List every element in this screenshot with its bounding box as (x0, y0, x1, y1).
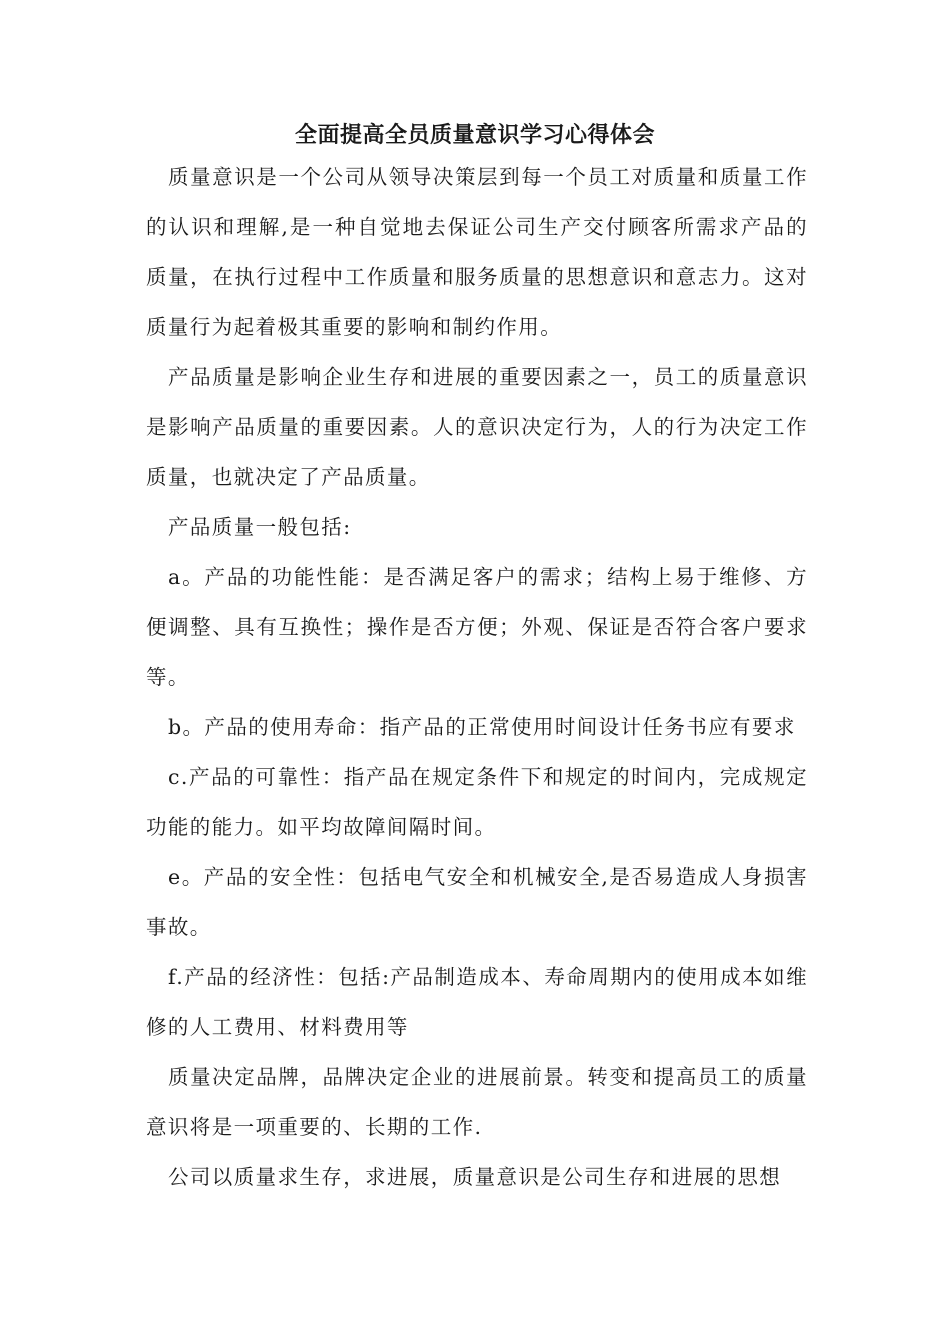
list-item-reliability: c.产品的可靠性：指产品在规定条件下和规定的时间内，完成规定功能的能力。如平均故障间隔时间。 (146, 765, 808, 839)
paragraph-quality-awareness: 质量意识是一个公司从领导决策层到每一个员工对质量和质量工作的认识和理解,是一种自觉地去保证公司生产交付顾客所需求产品的质量，在执行过程中工作质量和服务质量的思想意识和意志力。这对质量行为起着极其重要的影响和制约作用。 (146, 165, 808, 339)
list-item-economy: f.产品的经济性：包括:产品制造成本、寿命周期内的使用成本如维修的人工费用、材料费用等 (146, 965, 808, 1039)
paragraph-quality-includes: 产品质量一般包括: (168, 515, 352, 539)
list-item-service-life: b。产品的使用寿命：指产品的正常使用时间设计任务书应有要求 (168, 715, 796, 739)
document-title: 全面提高全员质量意识学习心得体会 (294, 123, 655, 148)
document-body (146, 152, 808, 1202)
paragraph-quality-brand: 质量决定品牌，品牌决定企业的进展前景。转变和提高员工的质量意识将是一项重要的、长期的工作. (146, 1065, 808, 1139)
paragraph-company-survival: 公司以质量求生存，求进展，质量意识是公司生存和进展的思想 (168, 1165, 782, 1189)
list-item-safety: e。产品的安全性：包括电气安全和机械安全,是否易造成人身损害事故。 (146, 865, 808, 939)
list-item-functionality: a。产品的功能性能：是否满足客户的需求；结构上易于维修、方便调整、具有互换性；操作是否方便；外观、保证是否符合客户要求等。 (146, 565, 808, 689)
paragraph-product-quality-importance: 产品质量是影响企业生存和进展的重要因素之一，员工的质量意识是影响产品质量的重要因素。人的意识决定行为，人的行为决定工作质量，也就决定了产品质量。 (146, 365, 808, 489)
